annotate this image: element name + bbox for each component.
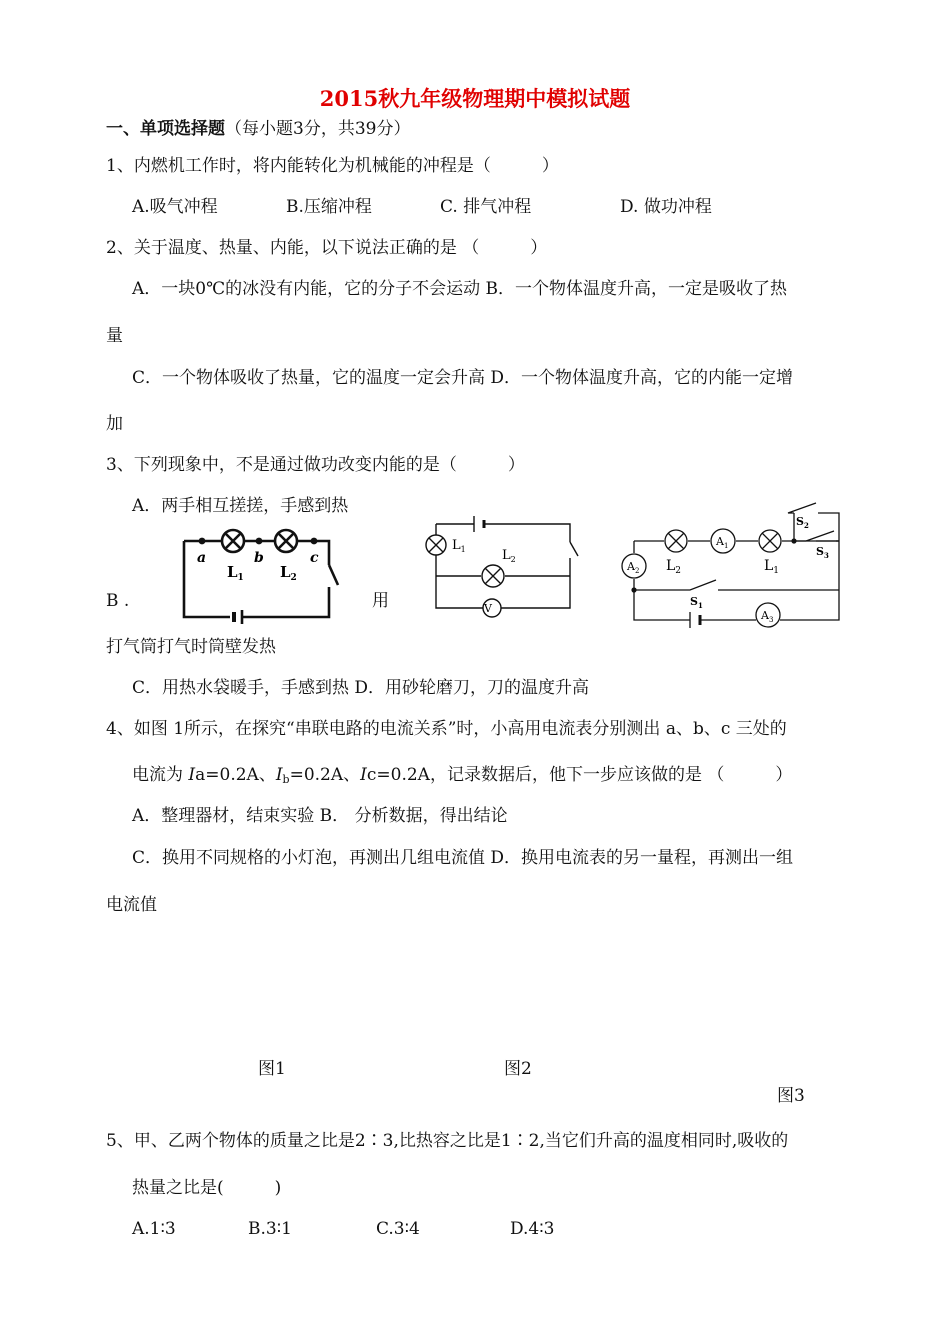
fig1-point-c: c xyxy=(310,550,319,566)
figure-2-circuit xyxy=(422,512,582,617)
figure-1-circuit xyxy=(180,525,350,625)
fig1-point-a: a xyxy=(197,550,207,566)
q3-stem: 3、下列现象中，不是通过做功改变内能的是（ ） xyxy=(106,455,525,475)
q2-options-cd: C．一个物体吸收了热量，它的温度一定会升高 D．一个物体温度升高，它的内能一定增 xyxy=(132,368,794,388)
q2-options-cd-cont: 加 xyxy=(106,414,123,434)
q4-options-cd-cont: 电流值 xyxy=(106,895,157,915)
figure-1-caption: 图1 xyxy=(258,1059,286,1079)
fig3-label-a3: $A_3$ xyxy=(761,609,774,624)
q3-option-b-label: B . xyxy=(106,591,130,611)
q4-line-2: 电流为 Ia=0.2A、$I_b=0.2A$、Ic=0.2A，记录数据后，他下一步应该做的是 （ ） xyxy=(132,765,793,786)
q5-option-c: C.3∶4 xyxy=(376,1219,420,1239)
q5-option-a: A.1∶3 xyxy=(132,1219,176,1239)
q3-option-a: A．两手相互搓搓，手感到热 xyxy=(132,496,349,516)
figure-3-caption: 图3 xyxy=(777,1086,805,1106)
fig3-label-s2: $S_2$ xyxy=(796,515,809,530)
q1-stem: 1、内燃机工作时，将内能转化为机械能的冲程是（ ） xyxy=(106,156,559,176)
fig2-label-l1: $L_1$ xyxy=(452,538,466,554)
fig1-label-l2: $L_2$ xyxy=(280,563,297,583)
q1-option-c: C. 排气冲程 xyxy=(440,197,532,217)
q3-options-cd: C．用热水袋暖手，手感到热 D．用砂轮磨刀，刀的温度升高 xyxy=(132,678,590,698)
fig3-label-a1: $A_1$ xyxy=(716,535,729,550)
q1-option-d: D. 做功冲程 xyxy=(620,197,712,217)
q3-option-b-mid: 用 xyxy=(372,591,389,611)
q3-option-b-cont: 打气筒打气时筒壁发热 xyxy=(106,637,276,657)
page-title: 2015秋九年级物理期中模拟试题 xyxy=(319,86,631,111)
fig2-label-l2: $L_2$ xyxy=(502,548,516,564)
q5-line-1: 5、甲、乙两个物体的质量之比是2∶3,比热容之比是1∶2,当它们升高的温度相同时,吸收的 xyxy=(106,1131,789,1151)
figure-2-caption: 图2 xyxy=(504,1059,532,1079)
fig3-label-s1: $S_1$ xyxy=(690,595,703,610)
section-note: （每小题3分，共39分） xyxy=(225,119,411,139)
q2-options-ab-cont: 量 xyxy=(106,326,123,346)
fig1-label-l1: $L_1$ xyxy=(227,563,244,583)
fig2-voltmeter-label: V xyxy=(484,602,492,615)
section-heading-line xyxy=(106,118,410,140)
fig3-label-s3: $S_3$ xyxy=(816,545,829,560)
fig1-point-b: b xyxy=(254,550,264,566)
fig3-label-l1: $L_1$ xyxy=(764,558,780,576)
q4-options-cd: C．换用不同规格的小灯泡，再测出几组电流值 D．换用电流表的另一量程，再测出一组 xyxy=(132,848,794,868)
q1-option-a: A.吸气冲程 xyxy=(132,197,218,217)
q2-stem: 2、关于温度、热量、内能，以下说法正确的是 （ ） xyxy=(106,238,548,258)
q5-option-b: B.3∶1 xyxy=(248,1219,292,1239)
q1-option-b: B.压缩冲程 xyxy=(286,197,372,217)
q2-options-ab: A．一块0℃的冰没有内能，它的分子不会运动 B．一个物体温度升高，一定是吸收了热 xyxy=(132,279,788,299)
q4-line-1: 4、如图 1所示，在探究“串联电路的电流关系”时，小高用电流表分别测出 a、b、c 三处的 xyxy=(106,719,787,739)
fig3-label-a2: $A_2$ xyxy=(627,560,640,575)
q4-options-ab: A．整理器材，结束实验 B． 分析数据，得出结论 xyxy=(132,806,508,826)
q5-option-d: D.4∶3 xyxy=(510,1219,555,1239)
q5-line-2: 热量之比是( ) xyxy=(132,1178,282,1198)
fig3-label-l2: $L_2$ xyxy=(666,558,682,576)
section-heading: 一、单项选择题 xyxy=(106,119,225,139)
figure-3-circuit xyxy=(620,495,845,630)
